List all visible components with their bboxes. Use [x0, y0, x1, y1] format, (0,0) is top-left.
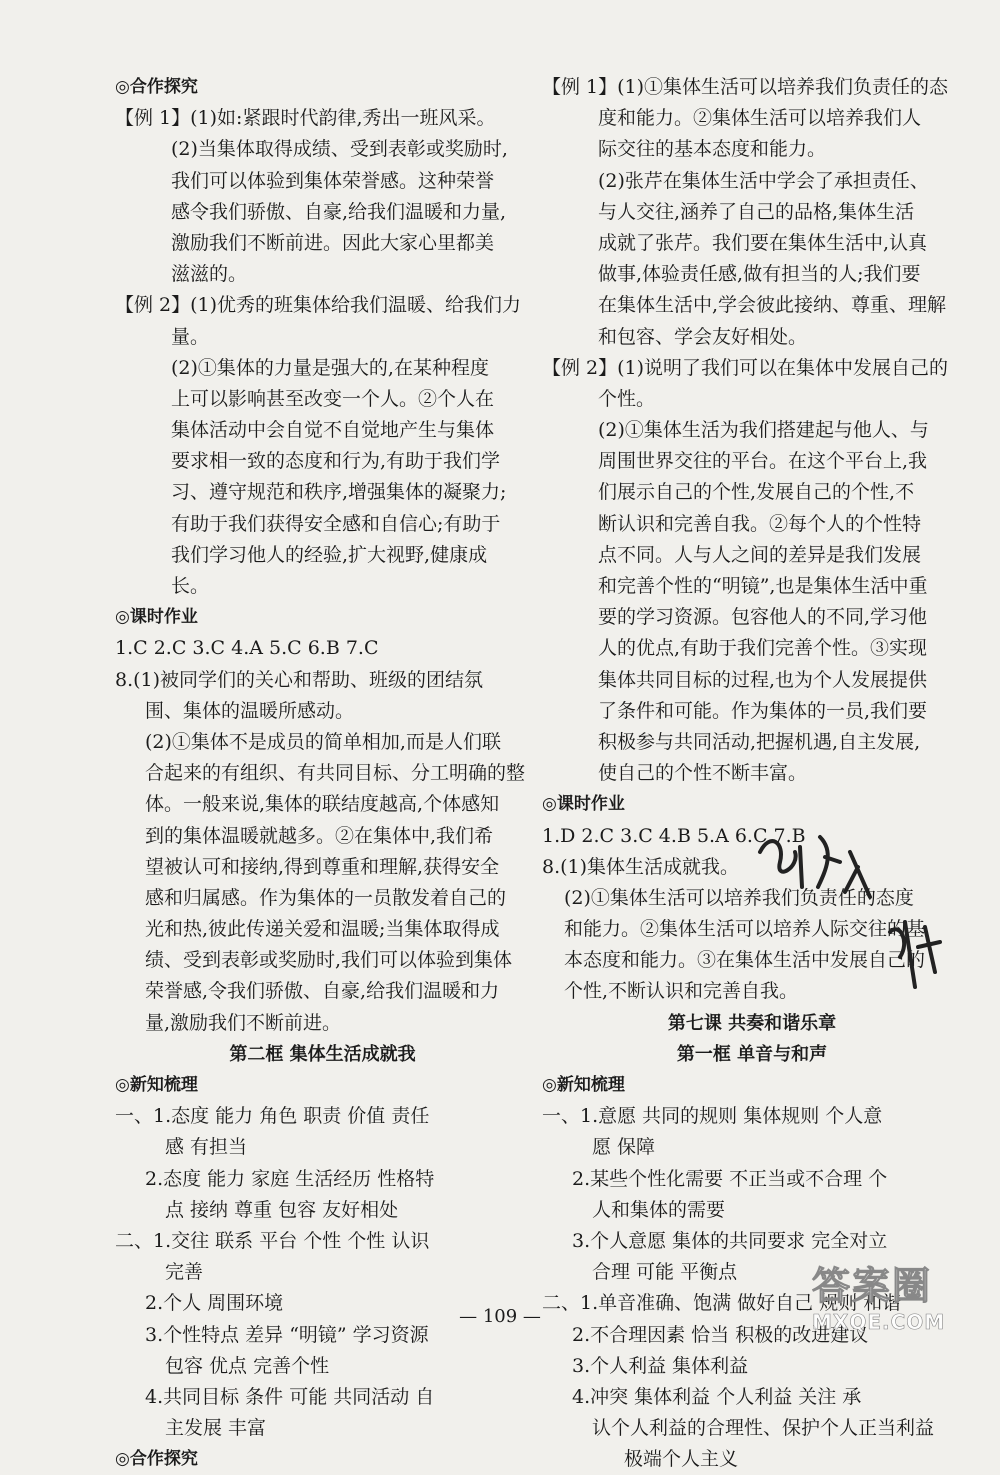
- text-line: 望被认可和接纳,得到尊重和理解,获得安全: [145, 855, 500, 878]
- text-line: 8.(1)集体生活成就我。: [542, 855, 740, 878]
- section-heading: ◎课时作业: [115, 607, 198, 628]
- text-line: 长。: [171, 575, 210, 597]
- text-line: 感 有担当: [165, 1136, 248, 1159]
- text-line: 我们学习他人的经验,扩大视野,健康成: [171, 543, 488, 566]
- lesson-title: 第一框 单音与和声: [676, 1043, 828, 1065]
- text-line: 2.某些个性化需要 不正当或不合理 个: [572, 1167, 888, 1190]
- watermark-logo: 答案圈 MXQE.COM: [812, 1264, 946, 1334]
- text-line: 习、遵守规范和秩序,增强集体的凝聚力;: [171, 481, 507, 504]
- text-line: 上可以影响甚至改变一个人。②个人在: [171, 387, 495, 410]
- text-line: 1.C 2.C 3.C 4.A 5.C 6.B 7.C: [115, 637, 379, 660]
- text-line: 周围世界交往的平台。在这个平台上,我: [598, 450, 928, 473]
- text-line: (2)①集体的力量是强大的,在某种程度: [171, 356, 489, 379]
- text-line: 个性。: [598, 387, 656, 410]
- text-line: 【例 2】(1)说明了我们可以在集体中发展自己的: [542, 356, 949, 379]
- text-line: 和能力。②集体生活可以培养人际交往的基: [564, 918, 926, 941]
- text-line: 二、1.单音准确、饱满 做好自己 规则 和谐: [542, 1292, 902, 1315]
- text-line: 际交往的基本态度和能力。: [598, 138, 827, 161]
- text-line: 绩、受到表彰或奖励时,我们可以体验到集体: [145, 949, 513, 972]
- section-heading: ◎课时作业: [542, 794, 625, 815]
- text-line: 我们可以体验到集体荣誉感。这种荣誉: [171, 169, 495, 192]
- text-line: 【例 2】(1)优秀的班集体给我们温暖、给我们力: [115, 294, 522, 317]
- text-line: (2)①集体不是成员的简单相加,而是人们联: [145, 730, 501, 753]
- lesson-title: 第七课 共奏和谐乐章: [667, 1012, 837, 1034]
- text-line: 包容 优点 完善个性: [165, 1354, 330, 1377]
- text-line: 3.个人意愿 集体的共同要求 完全对立: [572, 1229, 888, 1252]
- text-line: (2)张芹在集体生活中学会了承担责任、: [598, 169, 929, 192]
- text-line: 荣誉感,令我们骄傲、自豪,给我们温暖和力: [145, 980, 500, 1003]
- text-line: 和包容、学会友好相处。: [598, 325, 808, 348]
- text-line: 【例 1】(1)①集体生活可以培养我们负责任的态: [542, 76, 949, 98]
- text-line: 体。一般来说,集体的联结度越高,个体感知: [145, 793, 500, 816]
- text-line: (2)当集体取得成绩、受到表彰或奖励时,: [171, 138, 508, 161]
- text-line: 量,激励我们不断前进。: [145, 1011, 342, 1034]
- text-line: (2)①集体生活为我们搭建起与他人、与: [598, 419, 929, 442]
- text-line: 在集体生活中,学会彼此接纳、尊重、理解: [598, 294, 947, 317]
- text-line: 使自己的个性不断丰富。: [598, 762, 808, 785]
- text-line: 人和集体的需要: [592, 1198, 726, 1221]
- text-line: 与人交往,涵养了自己的品格,集体生活: [598, 200, 915, 223]
- text-line: 和完善个性的“明镜”,也是集体生活中重: [598, 575, 928, 597]
- text-line: 要求相一致的态度和行为,有助于我们学: [171, 450, 501, 473]
- text-line: 集体活动中会自觉不自觉地产生与集体: [171, 419, 495, 442]
- text-line: 8.(1)被同学们的关心和帮助、班级的团结氛: [115, 668, 484, 691]
- text-line: 积极参与共同活动,把握机遇,自主发展,: [598, 730, 921, 753]
- text-line: 有助于我们获得安全感和自信心;有助于: [171, 512, 501, 535]
- text-line: 完善: [165, 1261, 204, 1284]
- text-line: 2.态度 能力 家庭 生活经历 性格特: [145, 1167, 435, 1190]
- lesson-title: 第二框 集体生活成就我: [229, 1043, 416, 1065]
- text-line: 围、集体的温暖所感动。: [145, 699, 355, 722]
- text-line: 一、1.态度 能力 角色 职责 价值 责任: [115, 1105, 430, 1128]
- text-line: 极端个人主义: [624, 1448, 739, 1471]
- text-line: 个性,不断认识和完善自我。: [564, 980, 799, 1003]
- text-line: 4.冲突 集体利益 个人利益 关注 承: [572, 1385, 862, 1408]
- text-line: 合理 可能 平衡点: [592, 1261, 738, 1284]
- text-line: 集体共同目标的过程,也为个人发展提供: [598, 668, 928, 691]
- text-line: 点 接纳 尊重 包容 友好相处: [165, 1198, 399, 1221]
- text-line: 4.共同目标 条件 可能 共同活动 自: [145, 1385, 435, 1408]
- text-line: 了条件和可能。作为集体的一员,我们要: [598, 699, 928, 722]
- text-line: 激励我们不断前进。因此大家心里都美: [171, 231, 495, 254]
- section-heading: ◎合作探究: [115, 77, 198, 97]
- text-line: 一、1.意愿 共同的规则 集体规则 个人意: [542, 1105, 883, 1128]
- text-line: 3.个性特点 差异 “明镜” 学习资源: [145, 1323, 429, 1346]
- text-line: 合起来的有组织、有共同目标、分工明确的整: [145, 762, 526, 785]
- text-line: (2)①集体生活可以培养我们负责任的态度: [564, 886, 914, 909]
- text-line: 本态度和能力。③在集体生活中发展自己的: [564, 949, 926, 972]
- text-line: 滋滋的。: [171, 263, 248, 286]
- text-line: 要的学习资源。包容他人的不同,学习他: [598, 606, 928, 629]
- text-line: 感令我们骄傲、自豪,给我们温暖和力量,: [171, 200, 507, 223]
- text-line: 3.个人利益 集体利益: [572, 1354, 749, 1377]
- text-line: 做事,体验责任感,做有担当的人;我们要: [598, 263, 921, 286]
- text-line: 2.不合理因素 恰当 积极的改进建议: [572, 1323, 869, 1346]
- text-line: 1.D 2.C 3.C 4.B 5.A 6.C 7.B: [542, 824, 806, 847]
- left-column: [115, 72, 530, 1475]
- text-line: 愿 保障: [592, 1136, 656, 1159]
- text-line: 人的优点,有助于我们完善个性。③实现: [598, 637, 928, 660]
- text-line: 2.个人 周围环境: [145, 1292, 284, 1315]
- text-line: 到的集体温暖就越多。②在集体中,我们希: [145, 824, 494, 847]
- section-heading: ◎新知梳理: [542, 1075, 625, 1095]
- text-line: 断认识和完善自我。②每个人的个性特: [598, 512, 922, 535]
- text-line: 感和归属感。作为集体的一员散发着自己的: [145, 886, 507, 909]
- text-line: 光和热,彼此传递关爱和温暖;当集体取得成: [145, 918, 500, 941]
- text-line: 量。: [171, 325, 210, 348]
- text-line: 二、1.交往 联系 平台 个性 个性 认识: [115, 1229, 430, 1252]
- page-number: — 109 —: [459, 1306, 541, 1327]
- section-heading: ◎合作探究: [115, 1449, 198, 1470]
- text-line: 成就了张芹。我们要在集体生活中,认真: [598, 231, 928, 254]
- handwritten-scribble: [740, 812, 950, 1002]
- section-heading: ◎新知梳理: [115, 1075, 198, 1095]
- text-line: 【例 1】(1)如:紧跟时代韵律,秀出一班风采。: [115, 107, 496, 130]
- text-line: 认个人利益的合理性、保护个人正当利益: [592, 1417, 935, 1440]
- text-line: 们展示自己的个性,发展自己的个性,不: [598, 481, 915, 504]
- text-line: 点不同。人与人之间的差异是我们发展: [598, 543, 922, 566]
- text-line: 度和能力。②集体生活可以培养我们人: [598, 107, 922, 130]
- text-line: 主发展 丰富: [165, 1417, 267, 1440]
